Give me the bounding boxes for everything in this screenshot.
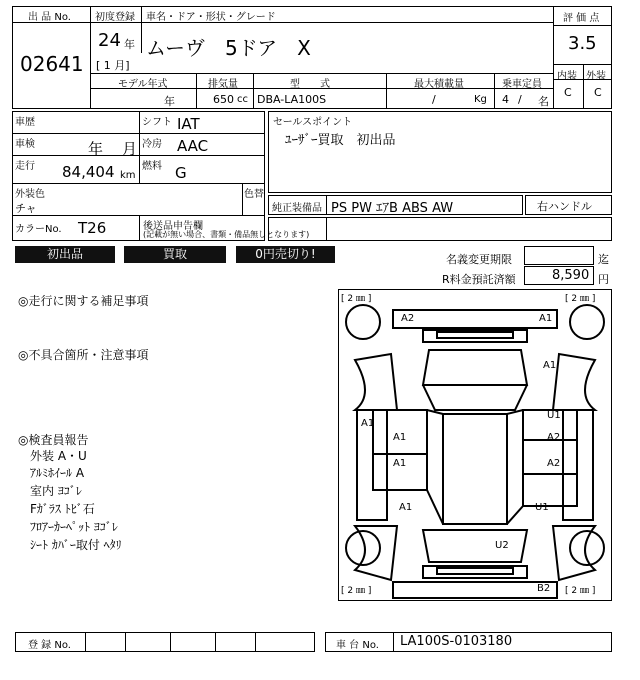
sales-point-label: セールスポイント [273, 117, 353, 128]
defect-notes-heading: ◎不具合箇所・注意事項 [18, 348, 149, 362]
ac-value: AAC [177, 137, 209, 155]
inspector-line: Fｶﾞﾗｽ ﾄﾋﾞ石 [30, 502, 95, 516]
tire-front-left [346, 305, 380, 339]
displacement-value: 650 [213, 93, 234, 106]
tire-front-right [570, 305, 604, 339]
displacement-unit: cc [237, 94, 248, 105]
inspector-line: 外装 A・U [30, 449, 87, 463]
fuel-value: G [175, 164, 187, 182]
mark-door-left-1: A1 [393, 432, 407, 443]
equipment-value: PS PW ｴｱB ABS AW [331, 201, 454, 216]
mileage-unit: km [120, 170, 136, 181]
reg-year-unit: 年 [124, 38, 135, 51]
lot-label: 出 品 No. [28, 12, 71, 23]
history-label: 車歴 [15, 117, 35, 128]
car-name: ムーヴ 5ドア X [146, 36, 311, 60]
tire-depth-tl: [ 2 ㎜ ] [341, 294, 372, 304]
seats-value: 4 [502, 93, 509, 106]
mark-rear-bumper: B2 [537, 583, 551, 594]
reg-no-label: 登 録 No. [28, 640, 71, 651]
inspection-label: 車検 [15, 139, 35, 150]
mark-door-left-2: A1 [393, 458, 407, 469]
mileage-label: 走行 [15, 161, 35, 172]
mark-door-right-3: A2 [547, 458, 561, 469]
displacement-label: 排気量 [208, 79, 238, 90]
inspector-line: 室内 ﾖｺﾞﾚ [30, 484, 82, 498]
lot-number: 02641 [20, 52, 84, 76]
tag-purchase: 買取 [124, 246, 226, 263]
ext-color-value: チャ [15, 202, 37, 215]
interior-label: 内装 [557, 71, 577, 82]
color-no-label: カラーNo. [15, 224, 62, 235]
mark-door-right-2: A2 [547, 432, 561, 443]
chassis-label: 車 台 No. [336, 640, 379, 651]
model-type: DBA-LA100S [257, 93, 327, 106]
mark-front-right: A1 [539, 313, 553, 324]
seats-slash: / [518, 93, 522, 106]
tag-first-listing: 初出品 [15, 246, 115, 263]
name-change-unit: 迄 [598, 253, 609, 266]
tire-depth-br: [ 2 ㎜ ] [565, 586, 596, 596]
color-no-value: T26 [78, 219, 107, 237]
interior-grade: C [564, 86, 572, 99]
handle-value: 右ハンドル [537, 200, 592, 213]
exterior-label: 外装 [586, 71, 606, 82]
doc-label: 後送品申告欄 [143, 221, 203, 232]
mark-rear-right: U1 [535, 502, 549, 513]
shift-label: シフト [142, 117, 172, 128]
load-slash: / [432, 93, 436, 106]
name-change-box [524, 246, 594, 265]
mark-rear-center: U2 [495, 540, 509, 551]
tire-depth-bl: [ 2 ㎜ ] [341, 586, 372, 596]
car-outline-svg [339, 290, 611, 600]
inspector-line: ｱﾙﾐﾎｲｰﾙ A [30, 466, 85, 480]
blank-row-box [268, 217, 612, 241]
reg-year: 24 [98, 30, 121, 51]
front-bumper [393, 310, 557, 328]
mileage-value: 84,404 [62, 163, 115, 181]
chassis-value: LA100S-0103180 [400, 634, 513, 649]
car-diagram [338, 289, 612, 601]
model-year-unit: 年 [164, 95, 175, 108]
type-label: 型 式 [290, 79, 330, 90]
doc-note: (記載が無い場合、書類・備品無しとなります) [143, 230, 310, 239]
score-label: 評 価 点 [563, 13, 600, 24]
load-label: 最大積載量 [414, 79, 464, 90]
fuel-label: 燃料 [142, 161, 162, 172]
model-year-label: モデル年式 [118, 79, 168, 90]
shift-value: IAT [177, 115, 200, 133]
color-change-label: 色替 [244, 189, 264, 200]
recycle-label: R料金預託済額 [442, 273, 516, 286]
load-unit: Kg [474, 94, 487, 105]
sales-point-value: ﾕｰｻﾞｰ買取 初出品 [285, 133, 396, 148]
exterior-grade: C [594, 86, 602, 99]
rear-bumper [393, 582, 557, 598]
mark-rear-left: A1 [399, 502, 413, 513]
seats-label: 乗車定員 [502, 79, 542, 90]
inspection-year: 年 [88, 140, 104, 158]
equipment-label: 純正装備品 [272, 203, 322, 214]
ac-label: 冷房 [142, 139, 162, 150]
first-reg-label: 初度登録 [95, 12, 135, 23]
inspector-line: ｼｰﾄ ｶﾊﾞｰ取付 ﾍﾀﾘ [30, 538, 122, 552]
mark-fender-right: A1 [543, 360, 557, 371]
inspector-line: ﾌﾛｱｰｶｰﾍﾟｯﾄ ﾖｺﾞﾚ [30, 520, 118, 534]
mark-door-right-1: U1 [547, 410, 561, 421]
name-change-label: 名義変更期限 [446, 253, 512, 266]
inspector-report-heading: ◎検査員報告 [18, 433, 89, 447]
ext-color-label: 外装色 [15, 189, 45, 200]
reg-month: [ 1 月] [96, 59, 130, 72]
name-label: 車名・ドア・形状・グレード [146, 12, 276, 23]
seats-unit: 名 [538, 95, 549, 108]
inspection-month: 月 [122, 140, 138, 158]
score-value: 3.5 [568, 33, 597, 54]
tag-zero-yen: 0円売切り! [236, 246, 335, 263]
driving-notes-heading: ◎走行に関する補足事項 [18, 294, 149, 308]
recycle-value: 8,590 [552, 268, 590, 283]
mark-side-left: A1 [361, 418, 375, 429]
recycle-unit: 円 [598, 273, 609, 286]
tire-depth-tr: [ 2 ㎜ ] [565, 294, 596, 304]
mark-front-left: A2 [401, 313, 415, 324]
